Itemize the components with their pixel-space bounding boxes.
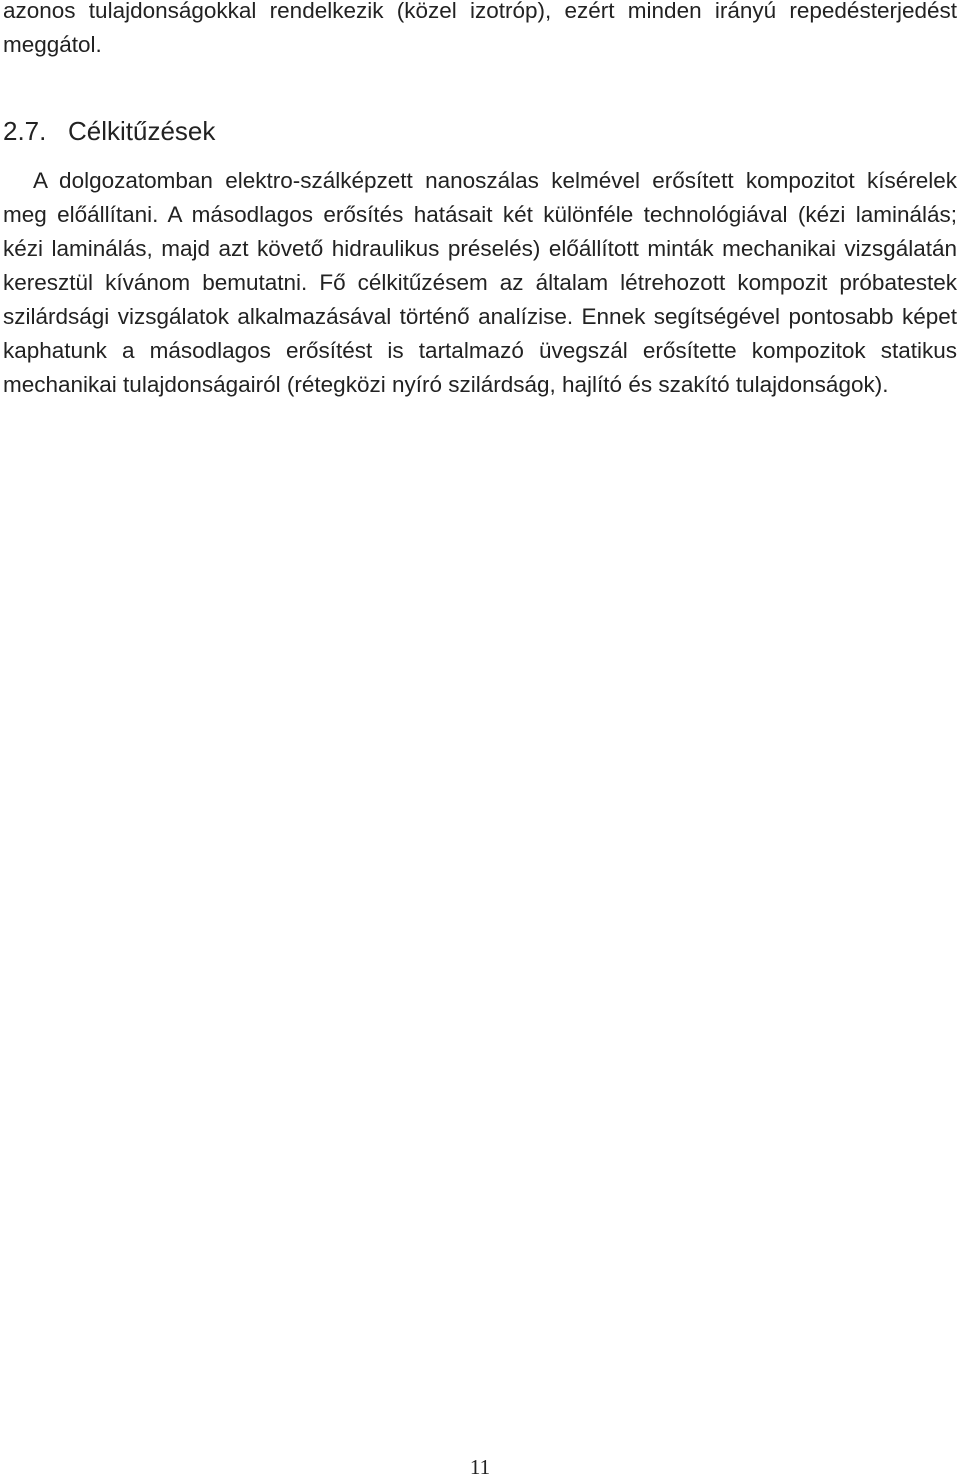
section-number: 2.7. — [3, 116, 47, 146]
page-number: 11 — [469, 1455, 491, 1479]
goals-paragraph — [3, 164, 957, 402]
intro-paragraph — [3, 0, 957, 62]
intro-text: azonos tulajdonságokkal rendelkezik (közel izotróp), ezért minden irányú repedésterjedést meggátol. — [3, 0, 957, 57]
section-heading — [3, 113, 215, 149]
goals-text: A dolgozatomban elektro-szálképzett nanoszálas kelmével erősített kompozitot kísérelek meg előállítani. A másodlagos erősítés hatásait két különféle technológiával (kézi laminálás; kézi laminálás, majd azt követő hidraulikus préselés) előállított minták mechanikai vizsgálatán keresztül kívánom bemutatni. Fő célkitűzésem az általam létrehozott kompozit próbatestek szilárdsági vizsgálatok alkalmazásával történő analízise. Ennek segítségével pontosabb képet kaphatunk a másodlagos erősítést is tartalmazó üvegszál erősítette kompozitok statikus mechanikai tulajdonságairól (rétegközi nyíró szilárdság, hajlító és szakító tulajdonságok). — [3, 168, 957, 397]
section-title: Célkitűzések — [68, 116, 216, 146]
